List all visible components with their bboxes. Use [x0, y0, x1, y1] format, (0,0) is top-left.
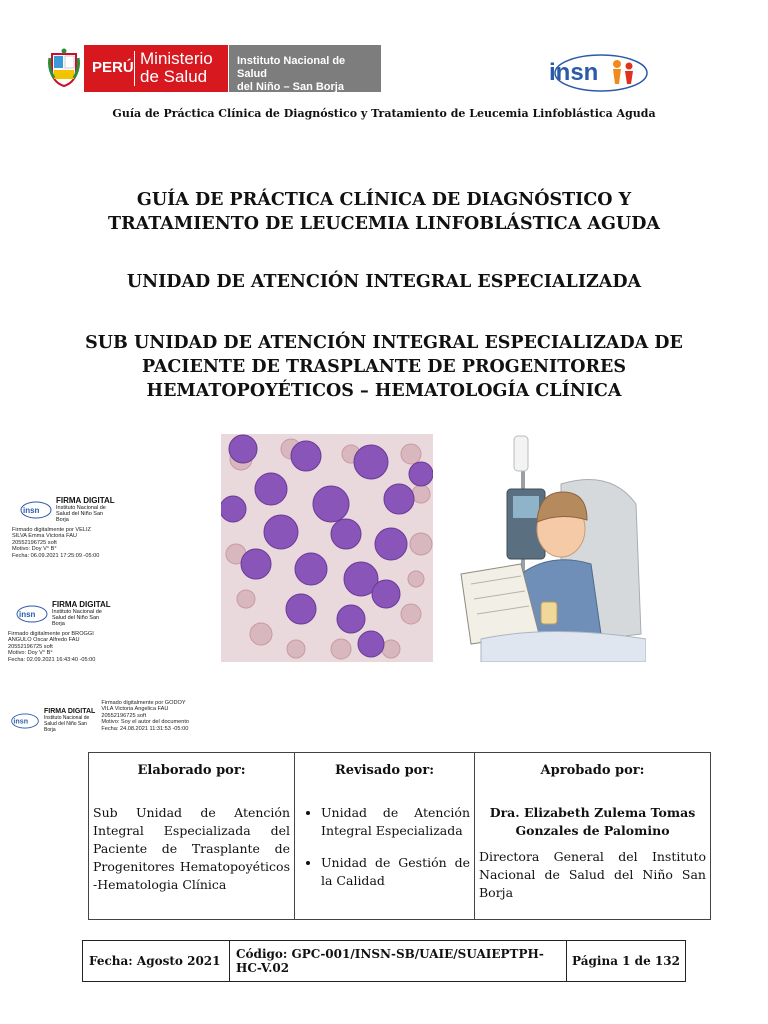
- insn-stamp-icon: [10, 713, 40, 729]
- insn-logo-text: insn: [549, 59, 599, 86]
- stamp-title: FIRMA DIGITAL: [44, 708, 96, 715]
- aprobado-column: [475, 753, 710, 919]
- institute-label-box: [229, 45, 381, 92]
- stamp-sub: Salud del Niño San: [44, 721, 87, 727]
- document-title: [60, 188, 708, 236]
- aprobado-name: Dra. Elizabeth Zulema Tomas Gonzales de Palomino: [489, 805, 696, 838]
- subunit-title-line1: SUB UNIDAD DE ATENCIÓN INTEGRAL ESPECIALIZADA DE: [85, 333, 683, 353]
- signature-details: [101, 700, 189, 733]
- elaborado-text: Sub Unidad de Atención Integral Especializada del Paciente de Trasplante de Progenitores Hematopoyéticos -Hematologia Clínica: [93, 805, 290, 892]
- stamp-sub: Borja: [56, 517, 69, 523]
- signature-line: 20552196725 soft: [101, 712, 147, 719]
- signature-line: Firmado digitalmente por GODOY: [101, 700, 186, 706]
- digital-signature: [12, 496, 115, 559]
- list-item: • Unidad de Atención Integral Especializada: [321, 804, 470, 840]
- signature-line: Fecha: 02.09.2021 16:43:40 -05:00: [8, 656, 96, 663]
- signature-details: [12, 527, 115, 559]
- signature-line: ANGULO Oscar Alfredo FAU: [8, 637, 80, 644]
- stamp-sub: Instituto Nacional de: [52, 609, 102, 615]
- document-title-line1: GUÍA DE PRÁCTICA CLÍNICA DE DIAGNÓSTICO Y: [136, 190, 632, 210]
- signature-line: Firmado digitalmente por BROGGI: [8, 631, 94, 637]
- approval-table: [88, 752, 711, 920]
- subunit-title: [60, 331, 708, 403]
- signature-line: Motivo: Soy el autor del documento: [101, 719, 190, 726]
- document-title-line2: TRATAMIENTO DE LEUCEMIA LINFOBLÁSTICA AGUDA: [108, 214, 660, 234]
- stamp-sub: Salud del Niño San: [52, 615, 100, 621]
- institute-line1: Instituto Nacional de Salud: [237, 55, 346, 80]
- digital-signature: [8, 600, 111, 663]
- ministerio-line2: de Salud: [140, 67, 208, 86]
- signature-line: 20552196725 soft: [12, 539, 57, 546]
- stamp-logo-text: insn: [13, 717, 29, 726]
- signature-line: Motivo: Doy V° B°: [12, 546, 57, 553]
- blood-smear-image: [221, 434, 433, 662]
- stamp-sub: Salud del Niño San: [56, 511, 104, 517]
- page-header: [0, 0, 768, 100]
- stamp-title: FIRMA DIGITAL: [52, 600, 111, 609]
- revisado-header: Revisado por:: [334, 763, 434, 778]
- subunit-title-line3: HEMATOPOYÉTICOS – HEMATOLOGÍA CLÍNICA: [146, 381, 622, 401]
- elaborado-column: [89, 753, 295, 919]
- logo-divider: [134, 51, 135, 86]
- footer-pagina: Página 1 de 132: [572, 954, 680, 968]
- signature-line: Fecha: 06.09.2021 17:25:09 -05:00: [12, 552, 100, 559]
- footer-fecha: Fecha: Agosto 2021: [83, 941, 230, 981]
- signature-line: VILA Victoria Angelica FAU: [101, 706, 169, 713]
- revisado-column: [295, 753, 475, 919]
- stamp-sub: Borja: [44, 727, 56, 733]
- list-item: • Unidad de Gestión de la Calidad: [321, 854, 470, 890]
- institute-line2: del Niño – San Borja: [237, 81, 344, 93]
- aprobado-role: Directora General del Instituto Nacional de Salud del Niño San Borja: [479, 849, 706, 900]
- aprobado-header: Aprobado por:: [540, 763, 645, 778]
- signature-details: [8, 631, 111, 663]
- signature-line: Firmado digitalmente por VELIZ: [12, 527, 91, 533]
- ministerio-logo: [84, 45, 228, 92]
- revisado-list: [295, 804, 474, 890]
- ministerio-line1: Ministerio: [140, 49, 213, 68]
- stamp-sub: Instituto Nacional de: [44, 715, 90, 721]
- digital-signature: [10, 700, 189, 733]
- stamp-logo-text: insn: [19, 609, 36, 619]
- signature-line: Fecha: 24.08.2021 11:31:53 -05:00: [101, 725, 189, 732]
- stamp-title: FIRMA DIGITAL: [56, 496, 115, 505]
- patient-illustration: [441, 434, 646, 662]
- subunit-title-line2: PACIENTE DE TRASPLANTE DE PROGENITORES: [141, 357, 627, 377]
- insn-stamp-icon: [20, 501, 52, 519]
- stamp-logo-text: insn: [23, 505, 40, 515]
- firma-digital-stamp: [16, 600, 111, 627]
- elaborado-header: Elaborado por:: [137, 763, 246, 778]
- footer-codigo: Código: GPC-001/INSN-SB/UAIE/SUAIEPTPH-HC-V.02: [230, 941, 567, 981]
- footer-table: [82, 940, 686, 982]
- signature-line: SILVA Emma Victoria FAU: [12, 533, 77, 540]
- signature-line: Motivo: Doy V° B°: [8, 650, 53, 657]
- peru-label: PERÚ: [92, 59, 134, 76]
- insn-logo: [545, 52, 649, 94]
- running-title: Guía de Práctica Clínica de Diagnóstico y Tratamiento de Leucemia Linfoblástica Aguda: [112, 107, 656, 120]
- signature-line: 20552196725 soft: [8, 643, 53, 650]
- stamp-sub: Borja: [52, 621, 65, 627]
- unit-title: UNIDAD DE ATENCIÓN INTEGRAL ESPECIALIZADA: [126, 272, 642, 292]
- coat-of-arms-icon: [48, 48, 80, 88]
- stamp-sub: Instituto Nacional de: [56, 505, 106, 511]
- firma-digital-stamp: [10, 708, 95, 733]
- firma-digital-stamp: [20, 496, 115, 523]
- insn-stamp-icon: [16, 605, 48, 623]
- ministerio-label: [140, 50, 213, 86]
